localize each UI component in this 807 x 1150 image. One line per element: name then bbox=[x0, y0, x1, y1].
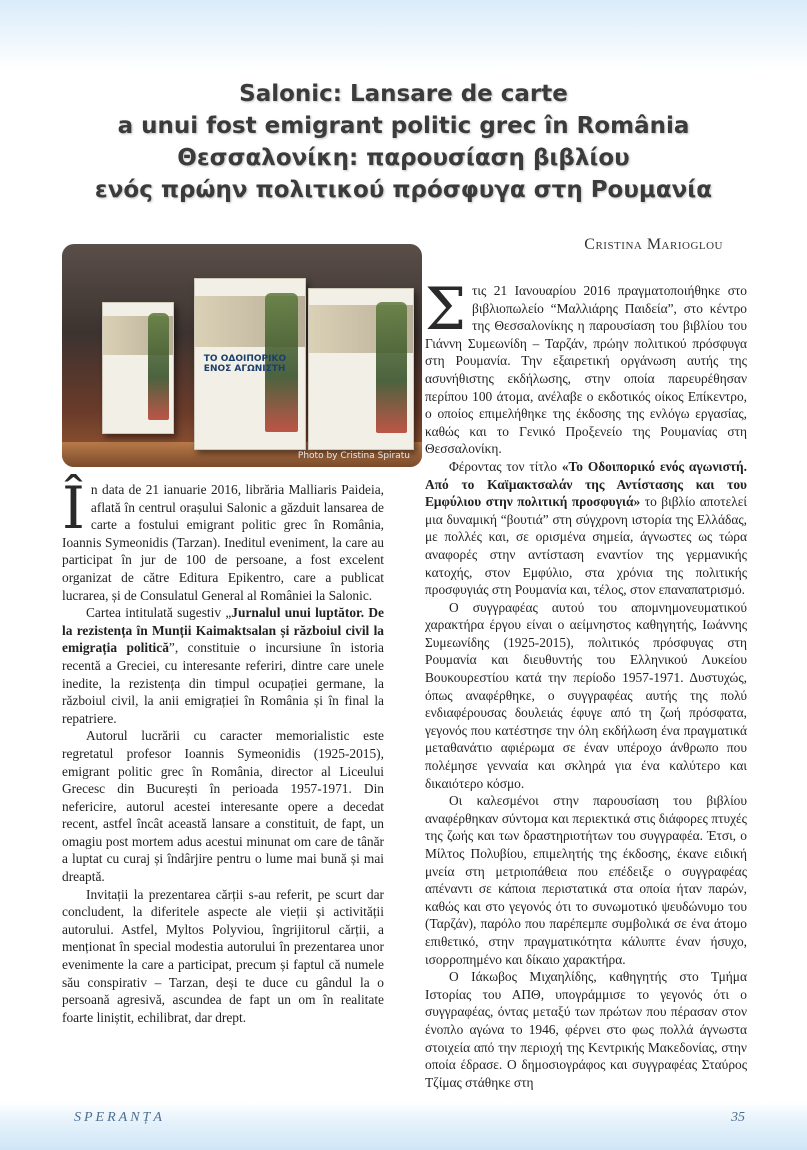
gr-paragraph-5: Ο Ιάκωβος Μιχαηλίδης, καθηγητής στο Τμήμα Ιστορίας του ΑΠΘ, υπογράμμισε το γεγονός ότι ο συγγραφέας, όντας μεταξύ των πρώτων που πέρασαν στον ένοπλο αγώνα το 1946, φέρνει στο φως πολλά άγνωστα στοιχεία από την περιοχή της Κεντρικής Μακεδονίας, στην οποία έδρασε. Ο δημοσιογράφος και συγγραφέας Σταύρος Τζίμας στάθηκε στη bbox=[425, 969, 747, 1090]
ro-paragraph-4: Invitații la prezentarea cărții s-au referit, pe scurt dar concludent, la diferitele aspecte ale vieții și activității autorului. Astfel, Myltos Polyviou, îngrijitorul cărții, a menționat în special modestia autorului în prezentarea unor evenimente la care a participat, precum și faptul că numele său conspirativ – Tarzan, deși te duce cu gândul la o persoană agresivă, ascundea de fapt un om în realitate foarte liniștit, echilibrat, dar drept. bbox=[62, 886, 384, 1025]
header-gradient-band bbox=[0, 0, 807, 70]
title-line-ro-2: a unui fost emigrant politic grec în România bbox=[117, 113, 690, 139]
author-byline: Cristina Marioglou bbox=[584, 236, 723, 253]
ro-book-title: Jurnalul unui luptător. De la rezistența în Munții Kaimaktsalan și războiul civil la emigrația politică bbox=[62, 605, 384, 656]
title-line-gr-2: ενός πρώην πολιτικού πρόσφυγα στη Ρουμανία bbox=[94, 177, 713, 203]
romanian-column bbox=[62, 474, 384, 1026]
article-title bbox=[40, 78, 767, 206]
book-launch-photo bbox=[62, 244, 422, 467]
book-cover-right bbox=[308, 288, 414, 450]
gr-paragraph-2: Φέροντας τον τίτλο «Το Οδοιπορικό ενός αγωνιστή. Από το Καϊμακτσαλάν της Αντίστασης και του Εμφύλιου στην πολιτική προσφυγιά» το βιβλίο αποτελεί μια δυναμική “βουτιά” στη σύγχρονη ιστορία της Ελλάδας, με πολλές και, σε ορισμένα σημεία, άγνωστες ως τώρα αναφορές στην αντίσταση εναντίον της γερμανικής κατοχής, στον Εμφύλιο, στα χρόνια της πολιτικής προσφυγιάς στη Ρουμανία και, τέλος, στον επαναπατρισμό. bbox=[425, 458, 747, 598]
gr-book-title: «Το Οδοιπορικό ενός αγωνιστή. Από το Καϊμακτσαλάν της Αντίστασης και του Εμφύλιου στην πολιτική προσφυγιά» bbox=[425, 458, 747, 510]
title-line-ro-1: Salonic: Lansare de carte bbox=[239, 81, 568, 107]
ro-paragraph-1: În data de 21 ianuarie 2016, librăria Malliaris Paideia, aflată în centrul orașului Salonic a găzduit lansarea de carte a fostului emigrant politic grec în România, Ioannis Symeonidis (Tarzan). Ineditul eveniment, la care au participat în jur de 100 de persoane, a fost excelent organizat de către Editura Epikentro, care a publicat lucrarea, și de Consulatul General al României la Salonic. bbox=[62, 474, 384, 603]
ro-paragraph-3: Autorul lucrării cu caracter memorialistic este regretatul profesor Ioannis Symeonidis (1925-2015), emigrant politic grec în România, director al Liceului Grecesc din București în perioada 1957-1971. Din nefericire, autorul acestei interesante opere a decedat recent, astfel încât această lansare a constituit, de fapt, un omagiu post mortem adus acestui minunat om care de tânăr a luptat cu curaj și îndârjire pentru o lume mai bună și mai dreaptă. bbox=[62, 728, 384, 885]
ro-paragraph-2: Cartea intitulată sugestiv „Jurnalul unui luptător. De la rezistența în Munții Kaimaktsalan și războiul civil la emigrația politică”, constituie o incursiune în istoria recentă a Greciei, cu interesante referiri, dintre care unele inedite, la rezistența din timpul ocupației germane, la războiul civil, la anii emigrației în România și în final la repatriere. bbox=[62, 605, 384, 726]
book-cover-center bbox=[194, 278, 306, 450]
book-cover-left bbox=[102, 302, 174, 434]
ro-dropcap: Î bbox=[62, 474, 85, 542]
gr-paragraph-1: Στις 21 Ιανουαρίου 2016 πραγματοποιήθηκε στο βιβλιοπωλείο “Μαλλιάρης Παιδεία”, στο κέντρο της Θεσσαλονίκης η παρουσίαση του βιβλίου του Γιάννη Συμεωνίδη – Ταρζάν, πρώην πολιτικού πρόσφυγα στη Ρουμανία. Την εξαιρετική οργάνωση αυτής της ασυνήθιστης εκδήλωσης, στην οποία παρευρέθησαν περίπου 100 άτομα, ανέλαβε ο εκδοτικός οίκος Επίκεντρο, ο οποίος επιμελήθηκε της έκδοσης της ενλόγω εργασίας, καθώς και το Γενικό Προξενείο της Ρουμανίας στη Θεσσαλονίκη. bbox=[425, 275, 747, 457]
gr-dropcap: Σ bbox=[425, 275, 467, 343]
page-number: 35 bbox=[731, 1110, 745, 1125]
greek-column bbox=[425, 275, 747, 1091]
photo-credit: Photo by Cristina Spiratu bbox=[297, 451, 410, 461]
title-line-gr-1: Θεσσαλονίκη: παρουσίαση βιβλίου bbox=[177, 145, 630, 171]
gr-paragraph-4: Οι καλεσμένοι στην παρουσίαση του βιβλίου αναφέρθηκαν σύντομα και περιεκτικά στις διάφορες πτυχές της ζωής και των δραστηριοτήτων του συγγραφέα. Έτσι, ο Μίλτος Πολυβίου, επιμελητής της έκδοσης, έκανε ειδική μνεία στη μετριοπάθεια που επέδειξε ο συγγραφέας απέναντι σε κάποια περιστατικά στα οποία ήταν παρών, καθώς και στο γεγονός ότι το συνωμοτικό ψευδώνυμο του (Ταρζάν), παρόλο που παρέπεμπε συμβολικά σε ένα άτομο επιθετικό, στην πραγματικότητα κάλυπτε έναν ήσυχο, ισορροπημένο και δίκαιο χαρακτήρα. bbox=[425, 793, 747, 967]
magazine-name: SPERANȚA bbox=[74, 1110, 165, 1125]
gr-paragraph-3: Ο συγγραφέας αυτού του απομνημονευματικού χαρακτήρα έργου είναι ο αείμνηστος καθηγητής, Ιωάννης Συμεωνίδης (1925-2015), πολιτικός πρόσφυγας στη Ρουμανία και διευθυντής του Ελληνικού Λυκείου Βουκουρεστίου κατά την περίοδο 1957-1971. Δυστυχώς, όπως αναφέρθηκε, ο συγγραφέας αυτής της πολύ ενδιαφέρουσας δουλειάς έφυγε από τη ζωή πρόσφατα, γεγονός που κατέστησε την όλη εκδήλωση ένα πραγματικά μεταθανάτιο αφιέρωμα σε έναν υπέροχο άνθρωπο που πολέμησε γενναία και σκληρά για ένα καλύτερο και δικαιότερο κόσμο. bbox=[425, 599, 747, 791]
book-cover-title: ΤΟ ΟΔΟΙΠΟΡΙΚΟ ΕΝΟΣ ΑΓΩΝΙΣΤΗ bbox=[203, 353, 287, 374]
